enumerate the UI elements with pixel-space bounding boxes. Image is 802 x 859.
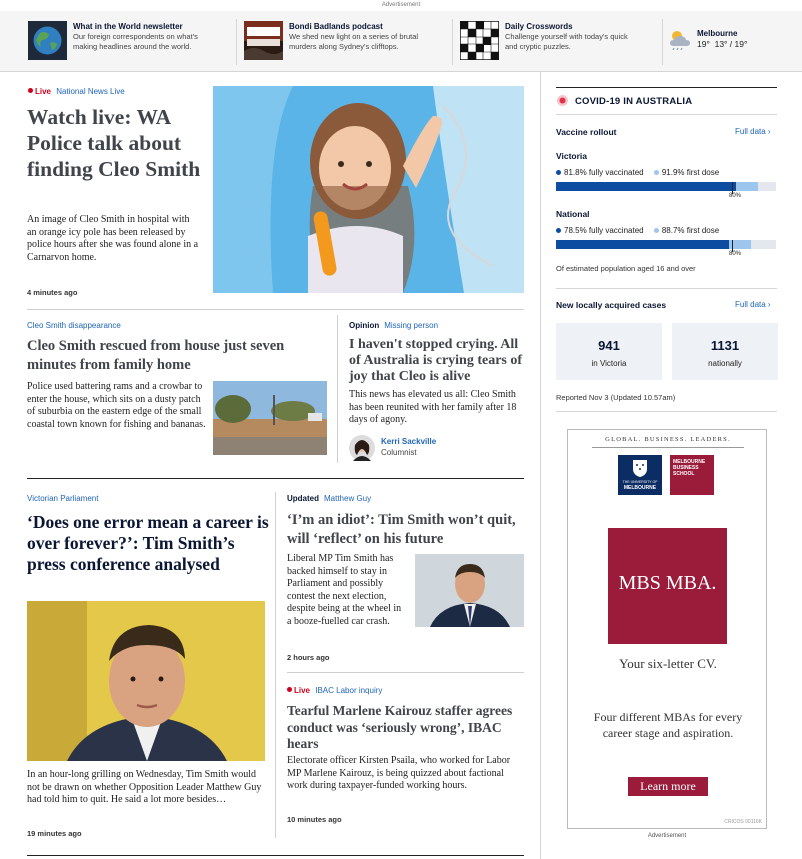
promo-desc-line-2: and cryptic puzzles.	[505, 42, 571, 51]
ad-headline: MBS MBA.	[618, 572, 717, 594]
covid-title: COVID-19 IN AUSTRALIA	[575, 96, 693, 107]
story5-timestamp: 2 hours ago	[287, 653, 330, 662]
reported-note: Reported Nov 3 (Updated 10.57am)	[556, 393, 676, 402]
national-vaccine-bar	[556, 240, 776, 249]
globe-icon	[28, 21, 67, 60]
divider	[556, 411, 777, 412]
university-crest-icon	[632, 459, 648, 477]
vaccine-full-data-link[interactable]: Full data ›	[735, 127, 771, 136]
promo-title: What in the World newsletter	[73, 22, 183, 31]
national-cases-count: 1131	[710, 338, 740, 353]
ad-description: Four different MBAs for every career stage and aspiration.	[593, 710, 743, 740]
live-dot-icon	[287, 687, 292, 692]
victoria-cases-box	[556, 323, 662, 380]
story4-headline[interactable]: ‘Does one error mean a career is over forever?’: Tim Smith’s press conference analysed	[27, 512, 269, 574]
cases-label: New locally acquired cases	[556, 300, 667, 310]
story6-timestamp: 10 minutes ago	[287, 815, 342, 824]
victoria-fully: 81.8% fully vaccinated	[564, 168, 644, 177]
story3-kicker	[349, 321, 438, 331]
uni-line-2: MELBOURNE	[623, 485, 657, 491]
weather-current: 19°	[697, 39, 710, 49]
uni-line-1: THE UNIVERSITY OF	[622, 480, 658, 484]
virus-icon	[557, 95, 568, 106]
author-name[interactable]: Kerri Sackville	[381, 437, 437, 446]
population-note: Of estimated population aged 16 and over	[556, 264, 696, 273]
national-fully-fill	[556, 240, 729, 249]
victoria-label: Victoria	[556, 151, 588, 161]
lead-timestamp: 4 minutes ago	[27, 288, 78, 297]
national-cases-box	[672, 323, 778, 380]
national-first: 88.7% first dose	[661, 226, 720, 235]
national-target-label: 80%	[729, 251, 742, 257]
promo-title: Daily Crosswords	[505, 22, 573, 31]
weather-range: 13° / 19°	[714, 39, 748, 49]
story3-headline[interactable]: I haven't stopped crying. All of Australia is crying tears of joy that Cleo is alive	[349, 337, 523, 384]
story6-kicker	[287, 686, 382, 696]
story4-image-tim-smith[interactable]	[27, 601, 265, 761]
fully-dot-icon	[556, 170, 561, 175]
story3-summary: This news has elevated us all: Cleo Smith has been reunited with her family after 18 days of agony.	[349, 389, 517, 426]
live-dot-icon	[28, 88, 33, 93]
advertisement-label-top: Advertisement	[381, 2, 421, 8]
first-dot-icon	[654, 170, 659, 175]
column-divider	[337, 315, 338, 463]
victoria-target-label: 80%	[729, 193, 742, 199]
live-label: Live	[35, 87, 52, 96]
bondi-badlands-logo	[244, 21, 283, 60]
story5-summary: Liberal MP Tim Smith has backed himself to stay in Parliament and possibly contest the next election, despite being at the wheel in a booze-fuelled car crash.	[287, 553, 402, 627]
national-fully: 78.5% fully vaccinated	[564, 226, 644, 235]
promo-divider	[662, 19, 663, 65]
divider	[556, 288, 777, 289]
promo-divider	[452, 19, 453, 65]
story2-summary: Police used battering rams and a crowbar to enter the house, which sits on a dusty patch of suburbia on the eastern edge of the small coastal town known for fishing and bananas.	[27, 381, 206, 430]
story4-kicker[interactable]: Victorian Parliament	[27, 494, 99, 503]
story6-kicker-link[interactable]: IBAC Labor inquiry	[315, 686, 383, 695]
story5-image-tim-smith[interactable]	[415, 554, 524, 627]
lead-summary: An image of Cleo Smith in hospital with an orange icy pole has been released by police hours after she was found alone in a Carnarvon home.	[27, 214, 199, 263]
story4-timestamp: 19 minutes ago	[27, 829, 82, 838]
story5-headline[interactable]: ‘I’m an idiot’: Tim Smith won’t quit, will ‘reflect’ on his future	[287, 512, 516, 547]
story3-kicker-link[interactable]: Missing person	[384, 321, 439, 330]
school-line-3: SCHOOL	[673, 471, 695, 477]
promo-newsletter[interactable]	[28, 21, 228, 65]
divider	[27, 309, 524, 310]
story2-image-street[interactable]	[213, 381, 327, 455]
mba-block	[608, 528, 727, 644]
lead-kicker-link[interactable]: National News Live	[56, 87, 125, 96]
story5-kicker	[287, 494, 371, 504]
promo-crosswords[interactable]	[460, 21, 660, 65]
story2-headline[interactable]: Cleo Smith rescued from house just seven minutes from family home	[27, 338, 285, 373]
business-school-logo	[670, 455, 714, 495]
promo-bar	[0, 11, 802, 72]
author-avatar[interactable]	[349, 435, 375, 461]
story2-kicker[interactable]: Cleo Smith disappearance	[27, 321, 121, 330]
live-label: Live	[294, 686, 311, 695]
ad-tagline: GLOBAL. BUSINESS. LEADERS.	[605, 436, 731, 443]
promo-desc-line-2: murders along Sydney's clifftops.	[289, 42, 399, 51]
story4-summary: In an hour-long grilling on Wednesday, Tim Smith would not be drawn on whether Opposition Leader Matthew Guy had told him to quit. He said a lot more besides…	[27, 769, 262, 806]
school-line-1: MELBOURNE	[673, 459, 706, 465]
updated-label: Updated	[287, 494, 319, 503]
promo-desc-line-2: making headlines around the world.	[73, 42, 192, 51]
section-divider	[27, 478, 524, 479]
lead-kicker	[28, 87, 125, 97]
cricos-code: CRICOS 00116K	[724, 819, 762, 825]
section-divider	[27, 855, 524, 856]
promo-title: Bondi Badlands podcast	[289, 22, 383, 31]
school-line-2: BUSINESS	[673, 465, 699, 471]
promo-desc-line-1: Our foreign correspondents on what's	[73, 32, 198, 41]
national-cases-label: nationally	[708, 359, 742, 368]
covid-top-rule	[556, 87, 777, 88]
lead-image-cleo-smith[interactable]	[213, 86, 524, 293]
victoria-legend	[556, 168, 719, 177]
author-role: Columnist	[381, 448, 417, 457]
promo-podcast[interactable]	[244, 21, 449, 65]
victoria-cases-count: 941	[598, 338, 620, 353]
story6-headline[interactable]: Tearful Marlene Kairouz staffer agrees conduct was ‘seriously wrong’, IBAC hears	[287, 703, 513, 751]
learn-more-button[interactable]: Learn more	[628, 777, 708, 796]
victoria-vaccine-bar	[556, 182, 776, 191]
story6-summary: Electorate officer Kirsten Psaila, who worked for Labor MP Marlene Kairouz, is being quizzed about factional work during taxpayer-funded working hours.	[287, 755, 511, 792]
national-label: National	[556, 209, 590, 219]
national-legend	[556, 226, 719, 235]
cloud-sun-icon	[668, 28, 692, 50]
divider	[287, 672, 524, 673]
victoria-first: 91.9% first dose	[661, 168, 720, 177]
promo-desc-line-1: Challenge yourself with today's quick	[505, 32, 628, 41]
fully-dot-icon	[556, 228, 561, 233]
column-divider	[275, 492, 276, 838]
lead-headline[interactable]: Watch live: WA Police talk about finding Cleo Smith	[27, 105, 201, 181]
ad-rule	[592, 447, 744, 448]
ad-sub: Your six-letter CV.	[619, 656, 717, 671]
advertisement-label-bottom: Advertisement	[647, 833, 687, 839]
weather-city: Melbourne	[697, 29, 738, 38]
column-divider	[540, 72, 541, 859]
promo-desc-line-1: We shed new light on a series of brutal	[289, 32, 419, 41]
university-logo	[618, 455, 662, 495]
cases-full-data-link[interactable]: Full data ›	[735, 300, 771, 309]
crossword-icon	[460, 21, 499, 60]
mbs-advertisement[interactable]	[567, 429, 767, 829]
opinion-label: Opinion	[349, 321, 380, 330]
victoria-cases-label: in Victoria	[591, 359, 627, 368]
first-dot-icon	[654, 228, 659, 233]
vaccine-rollout-label: Vaccine rollout	[556, 127, 617, 137]
weather-widget[interactable]	[668, 28, 788, 72]
divider	[556, 114, 777, 115]
victoria-fully-fill	[556, 182, 736, 191]
promo-divider	[236, 19, 237, 65]
story5-kicker-link[interactable]: Matthew Guy	[324, 494, 372, 503]
